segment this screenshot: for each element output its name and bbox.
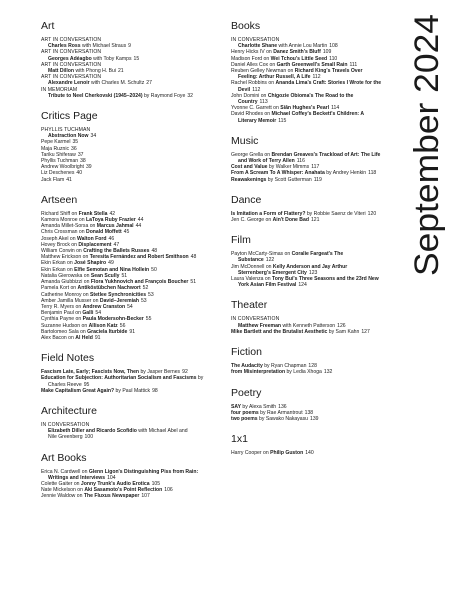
issue-date-text: September 2024 xyxy=(408,24,446,276)
entry-label: IN MEMORIAM xyxy=(41,86,78,93)
section-title: Theater xyxy=(231,299,268,312)
page-number: 15 xyxy=(133,55,140,62)
entry-text: Harry Cooper on xyxy=(231,450,271,457)
page-number: 21 xyxy=(117,68,124,75)
entry-text: Richard Shiff on xyxy=(41,210,79,217)
entry-title: Brendan Greaves's Trackload of Art: The Life xyxy=(271,151,381,158)
page-number: 39 xyxy=(85,164,92,171)
entry-title: Coralie Fargeat's The xyxy=(291,251,344,258)
entry-title: from Misinterpretation xyxy=(231,369,286,376)
page-number: 109 xyxy=(322,49,332,56)
page-number: 55 xyxy=(145,316,152,323)
section-title: Art xyxy=(41,20,55,32)
entry-text: Suzanne Hudson on xyxy=(41,322,89,329)
entry-title: Teresita Fernández and Robert Smithson xyxy=(89,254,189,261)
entry-title: Al Held xyxy=(75,334,93,341)
entry-byline: by xyxy=(196,375,204,382)
entry-title: Michael Coffey's Beckett's Children: A xyxy=(271,111,365,118)
section-title: Music xyxy=(231,134,259,147)
page-number: 27 xyxy=(146,80,152,87)
entry-title: Paula Modersohn-Becker xyxy=(82,316,144,323)
entry-list xyxy=(231,152,391,183)
entry-text: Pamela Kort on xyxy=(41,285,78,292)
page-number: 35 xyxy=(72,139,79,146)
entry-byline: with Michael Abel and xyxy=(136,428,188,435)
page-number: 107 xyxy=(141,493,150,500)
section-field-notes xyxy=(41,352,211,394)
entry-text: Tariku Shiferaw xyxy=(41,151,76,158)
page-number: 48 xyxy=(190,254,197,261)
page-number: 118 xyxy=(368,170,377,177)
entry-text: Nile Greenberg xyxy=(48,434,83,441)
entry-title: LaToya Ruby Frazier xyxy=(86,217,136,224)
entry-byline: by Andrey Henkin xyxy=(324,170,367,177)
toc-entry xyxy=(41,177,211,183)
page-number: 117 xyxy=(311,164,320,171)
section-title: Poetry xyxy=(231,386,262,399)
page-number: 91 xyxy=(94,334,101,341)
section-artseen xyxy=(41,194,211,341)
page-number: 123 xyxy=(308,269,318,276)
page-number: 111 xyxy=(349,61,358,68)
entry-text: Benjamin Paul on xyxy=(41,310,83,317)
entry-title: Georges Adéagbo xyxy=(48,55,92,62)
page-number: 115 xyxy=(278,117,287,124)
section-books xyxy=(231,20,391,124)
toc-entry xyxy=(41,493,211,499)
page-number: 48 xyxy=(151,248,158,255)
section-art-books xyxy=(41,452,211,500)
entry-text: Natalia Gierowska on xyxy=(41,272,91,279)
entry-list xyxy=(231,211,391,223)
section-dance xyxy=(231,194,391,223)
entry-text: Jennie Waldow on xyxy=(41,493,84,500)
entry-text: Terry R. Myers on xyxy=(41,303,83,310)
entry-list xyxy=(41,422,211,441)
entry-byline: by Sawako Nakayasu xyxy=(257,415,309,422)
entry-title: Richard King's Travels Over xyxy=(294,68,363,75)
entry-text: Madison Ford on xyxy=(231,55,271,62)
section-architecture xyxy=(41,405,211,441)
entry-text: Rachel Robbins on xyxy=(231,80,276,87)
page-number: 40 xyxy=(76,170,83,177)
page-number: 51 xyxy=(121,272,128,279)
entry-title: Make Capitalism Great Again? xyxy=(41,387,115,394)
entry-title: Andrew Cranston xyxy=(82,303,126,310)
page-number: 113 xyxy=(259,99,268,106)
section-1x1 xyxy=(231,433,391,456)
page-number: 138 xyxy=(304,409,314,416)
entry-text: Reuben Gelley Newman on xyxy=(231,68,295,75)
entry-byline: by Walker Mimms xyxy=(267,164,310,171)
toc-entry xyxy=(41,388,211,394)
entry-title: Wei Tchou's Little Seed xyxy=(270,55,328,62)
entry-title: Is Imitation a Form of Flattery? xyxy=(231,210,306,217)
entry-title: Matt Dillon xyxy=(48,68,75,75)
page-number: 32 xyxy=(187,92,193,99)
entry-text: Ekin Erkan on xyxy=(41,260,75,267)
entry-title: SAY xyxy=(231,403,242,410)
entry-title: Antiköstübchen Nachwort xyxy=(77,285,141,292)
entry-byline: with Toby Kamps xyxy=(91,55,132,62)
entry-title: Marcus Jahmal xyxy=(96,223,134,230)
toc-entry xyxy=(41,434,211,440)
page-number: 106 xyxy=(164,487,173,494)
entry-title: Crafting the Ballets Russes xyxy=(83,248,150,255)
entry-title: Walton Ford xyxy=(76,235,107,242)
entry-byline: by Robbie Saenz de Viteri xyxy=(305,210,366,217)
page-number: 54 xyxy=(95,310,102,317)
entry-list xyxy=(41,37,211,99)
entry-list xyxy=(41,469,211,500)
toc-entry xyxy=(231,118,391,124)
entry-text: Yvonne C. Garrett on xyxy=(231,105,281,112)
toc-entry xyxy=(231,80,391,86)
entry-title: Garth Greenwell's Small Rain xyxy=(276,61,348,68)
page-number: 120 xyxy=(367,210,377,217)
entry-title: Donald Moffett xyxy=(86,229,122,236)
section-title: Art Books xyxy=(41,451,87,464)
page-number: 91 xyxy=(129,328,136,335)
page-number: 46 xyxy=(108,235,115,242)
entry-text: Hovey Brock on xyxy=(41,241,79,248)
section-title: 1x1 xyxy=(231,433,248,446)
entry-byline: with Charles M. Schultz xyxy=(89,80,145,87)
entry-text: Alex Bacon on xyxy=(41,334,76,341)
page-number: 53 xyxy=(140,297,147,304)
toc-entry xyxy=(231,217,391,223)
entry-text: Erica N. Cardwell on xyxy=(41,468,89,475)
section-title: Fiction xyxy=(231,346,262,359)
entry-byline: by Rae Armantrout xyxy=(258,409,303,416)
entry-list xyxy=(41,127,211,183)
entry-title: Graciela Iturbide xyxy=(87,328,128,335)
entry-title: Jonny Trunk's Audio Erotica xyxy=(80,480,150,487)
page-number: 100 xyxy=(84,434,94,441)
entry-list xyxy=(41,369,211,394)
entry-title: Writings and Interviews xyxy=(48,474,106,481)
entry-text: William Corwin on xyxy=(41,248,84,255)
page-number: 9 xyxy=(128,43,131,50)
entry-byline: by Alexa Smith xyxy=(241,403,277,410)
section-title: Artseen xyxy=(41,193,78,206)
entry-label: IN CONVERSATION xyxy=(231,316,280,323)
middle-column xyxy=(231,20,391,467)
page-number: 49 xyxy=(108,260,114,267)
toc-entry xyxy=(231,282,391,288)
entry-byline: with Phong H. Bui xyxy=(74,68,116,75)
entry-text: Liz Deschenes xyxy=(41,170,75,177)
page-number: 140 xyxy=(305,450,314,457)
toc-entry xyxy=(231,329,391,335)
toc-entry xyxy=(231,369,391,375)
entry-text: Amber Jamilla Musser on xyxy=(41,297,100,304)
entry-text: Jen C. George on xyxy=(231,217,273,224)
entry-label: IN CONVERSATION xyxy=(231,37,280,43)
section-theater xyxy=(231,299,391,335)
entry-title: Alexandre Lenoir xyxy=(48,80,90,87)
entry-text: Bartolomeo Sala on xyxy=(41,328,88,335)
page-number: 37 xyxy=(77,151,84,158)
entry-list xyxy=(231,404,391,423)
entry-text: Jack Flam xyxy=(41,176,65,183)
entry-byline: with Michael Straus xyxy=(80,43,127,50)
page-number: 53 xyxy=(148,291,154,298)
page-number: 127 xyxy=(361,328,370,335)
section-music xyxy=(231,135,391,183)
issue-date-svg xyxy=(400,8,448,298)
entry-title: Chigozie Obioma's The Road to the xyxy=(267,92,354,99)
page-number: 116 xyxy=(296,158,305,165)
entry-title: Devil xyxy=(238,86,251,93)
entry-list xyxy=(41,211,211,341)
entry-text: Phyllis Tuchman xyxy=(41,158,79,165)
entry-list xyxy=(231,363,391,375)
entry-title: Aki Sasamoto's Point Reflection xyxy=(84,487,163,494)
entry-list xyxy=(231,37,391,124)
page-number: 56 xyxy=(119,322,126,329)
section-title: Books xyxy=(231,20,261,32)
toc-entry xyxy=(41,93,211,99)
page-number: 136 xyxy=(278,403,287,410)
page-number: 44 xyxy=(137,217,144,224)
entry-title: Elizabeth Diller and Ricardo Scofidio xyxy=(48,428,137,435)
entry-title: Danez Smith's Bluff xyxy=(273,49,321,56)
section-poetry xyxy=(231,387,391,423)
page-number: 114 xyxy=(331,105,340,112)
entry-title: Ananda Lima's Craft: Stories I Wrote for the xyxy=(275,80,382,87)
entry-title: Sterrenberg's Emergent City xyxy=(238,269,307,276)
entry-byline: by Paul Mattick xyxy=(114,387,151,394)
page-number: 98 xyxy=(152,387,158,394)
page-number: 139 xyxy=(310,415,319,422)
entry-label: ART IN CONVERSATION xyxy=(41,61,102,68)
issue-date-vertical xyxy=(400,8,448,298)
section-critics-page xyxy=(41,110,211,183)
entry-title: Philip Guston xyxy=(270,450,304,457)
entry-byline: by Scott Gutterman xyxy=(266,176,312,183)
entry-label: ART IN CONVERSATION xyxy=(41,37,102,43)
page-number: 45 xyxy=(123,229,130,236)
entry-title: and Work of Terry Allen xyxy=(238,158,295,165)
entry-text: Pepe Karmel xyxy=(41,139,71,146)
entry-text: Payton McCarty-Simas on xyxy=(231,251,292,258)
entry-title: York Asian Film Festival xyxy=(238,282,297,289)
entry-title: four poems xyxy=(231,409,259,416)
entry-text: Nate Mickelson on xyxy=(41,487,85,494)
page-number: 104 xyxy=(107,474,116,481)
entry-title: Abstraction Now xyxy=(48,133,89,140)
entry-byline: by Sam Kahn xyxy=(327,328,360,335)
entry-text: Andrew Woolbright xyxy=(41,164,84,171)
entry-title: Kelly Anderson and Jay Arthur xyxy=(272,263,348,270)
entry-label: IN CONVERSATION xyxy=(41,421,90,428)
page-number: 121 xyxy=(310,217,320,224)
page-number: 42 xyxy=(109,210,116,217)
entry-title: Matthew Freeman xyxy=(238,322,282,329)
toc-entry xyxy=(41,335,211,341)
toc-entry xyxy=(231,177,391,183)
entry-byline: with Annie Lou Martin xyxy=(277,43,328,50)
toc-entry xyxy=(231,450,391,456)
entry-title: Glenn Ligon's Distinguishing Piss from Rain: xyxy=(88,468,199,475)
entry-title: David–Jeremiah xyxy=(99,297,139,304)
entry-text: Matthew Erickson on xyxy=(41,254,90,261)
page-number: 36 xyxy=(71,145,77,152)
entry-title: Elfie Semotan and Nina Hollein xyxy=(74,266,150,273)
entry-byline: by Jasper Bernes xyxy=(139,369,181,376)
entry-title: Country xyxy=(238,99,258,106)
page-number: 132 xyxy=(323,369,333,376)
entry-title: From A Scream To A Whisper: Anahata xyxy=(231,170,325,177)
entry-text: Jim McDonnell on xyxy=(231,263,273,270)
entry-text: Henry Hicks IV on xyxy=(231,49,274,56)
entry-title: Reawakenings xyxy=(231,176,267,183)
page-number: 34 xyxy=(90,133,97,140)
entry-text: Catherine Monroy on xyxy=(41,291,90,298)
entry-title: Flora Yukhnovich and François Boucher xyxy=(90,279,189,286)
entry-text: Daniel Alles Cox on xyxy=(231,61,277,68)
entry-text: John Domini on xyxy=(231,92,268,99)
left-column xyxy=(41,20,211,511)
entry-title: Siân Hughes's Pearl xyxy=(280,105,330,112)
page-number: 108 xyxy=(329,43,338,50)
entry-title: Substance xyxy=(238,257,264,264)
page-number: 119 xyxy=(313,176,322,183)
entry-title: Fascism Late, Early; Fascists Now, Then xyxy=(41,369,140,376)
section-fiction xyxy=(231,346,391,375)
page-number: 47 xyxy=(113,241,120,248)
entry-byline: by Ryan Chapman xyxy=(262,363,307,370)
entry-text: George Grella on xyxy=(231,151,272,158)
entry-title: Galli xyxy=(82,310,94,317)
page-number: 41 xyxy=(66,176,72,183)
entry-title: The Fluxus Newspaper xyxy=(83,493,140,500)
entry-title: Sean Scully xyxy=(90,272,120,279)
page-number: 128 xyxy=(308,363,317,370)
entry-title: The Audacity xyxy=(231,363,263,370)
entry-title: José Shapiro xyxy=(74,260,107,267)
entry-text: Laura Valenza on xyxy=(231,276,272,283)
entry-text: Chris Crossman on xyxy=(41,229,87,236)
section-title: Film xyxy=(231,234,251,247)
entry-title: Ain't Done Bad xyxy=(272,217,309,224)
page-number: 105 xyxy=(151,480,161,487)
entry-text: Joseph Akel on xyxy=(41,235,77,242)
entry-title: Stetlee Synchronicities xyxy=(89,291,147,298)
entry-list xyxy=(231,450,391,456)
page-number: 95 xyxy=(83,381,90,388)
page-number: 112 xyxy=(252,86,261,93)
page-number: 110 xyxy=(329,55,338,62)
entry-title: Charlotte Shane xyxy=(238,43,278,50)
section-film xyxy=(231,234,391,288)
page-number: 51 xyxy=(190,279,197,286)
page-number: 122 xyxy=(265,257,275,264)
entry-text: Ekin Erkan on xyxy=(41,266,75,273)
section-title: Field Notes xyxy=(41,352,95,365)
entry-title: Charles Ross xyxy=(48,43,81,50)
entry-text: Kamora Monroe on xyxy=(41,217,87,224)
entry-title: Displacement xyxy=(78,241,112,248)
entry-label: ART IN CONVERSATION xyxy=(41,49,102,56)
page-number: 38 xyxy=(80,158,86,165)
entry-title: Feeling: Arthur Russell, A Life xyxy=(238,74,311,81)
page-number: 52 xyxy=(142,285,149,292)
toc-entry xyxy=(231,416,391,422)
entry-list xyxy=(231,316,391,335)
entry-text: Maja Ruznic xyxy=(41,145,70,152)
page-number: 50 xyxy=(151,266,157,273)
entry-text: Cynthia Payne on xyxy=(41,316,83,323)
entry-title: Tribute to Neel Cherkovski (1945–2024) xyxy=(48,92,143,99)
page-number: 44 xyxy=(135,223,142,230)
entry-byline: with Kenneth Patterson xyxy=(281,322,336,329)
entry-title: Cost and Value xyxy=(231,164,268,171)
page-number: 126 xyxy=(337,322,346,329)
page-number: 112 xyxy=(312,74,321,81)
page-number: 124 xyxy=(298,282,307,289)
entry-text: Amanda Millet-Sorsa on xyxy=(41,223,97,230)
entry-text: Charles Reeve xyxy=(48,381,82,388)
entry-title: Mike Bartlett and the Brutalist Aesthetic xyxy=(231,328,328,335)
page-number: 92 xyxy=(182,369,188,376)
section-title: Architecture xyxy=(41,404,98,417)
entry-title: Tony Bui's Three Seasons and the 23rd New xyxy=(271,276,379,283)
section-art xyxy=(41,20,211,99)
entry-label: PHYLLIS TUCHMAN xyxy=(41,127,91,134)
entry-list xyxy=(231,251,391,288)
entry-text: Amanda Giubbizzi on xyxy=(41,279,91,286)
page-number: 54 xyxy=(127,303,133,310)
entry-title: Frank Stella xyxy=(78,210,108,217)
entry-byline: by Ledia Xhoga xyxy=(285,369,322,376)
entry-text: David Rhodes on xyxy=(231,111,272,118)
entry-label: ART IN CONVERSATION xyxy=(41,74,102,81)
entry-text: Colette Gaiter on xyxy=(41,480,81,487)
entry-title: Allison Katz xyxy=(88,322,118,329)
section-title: Critics Page xyxy=(41,110,98,123)
entry-title: two poems xyxy=(231,415,258,422)
entry-title: Education for Subjection: Authoritarian Socialism and Fascisms xyxy=(41,375,197,382)
section-title: Dance xyxy=(231,193,262,206)
entry-byline: by Raymond Foye xyxy=(142,92,186,99)
entry-title: Literary Memoir xyxy=(238,117,277,124)
